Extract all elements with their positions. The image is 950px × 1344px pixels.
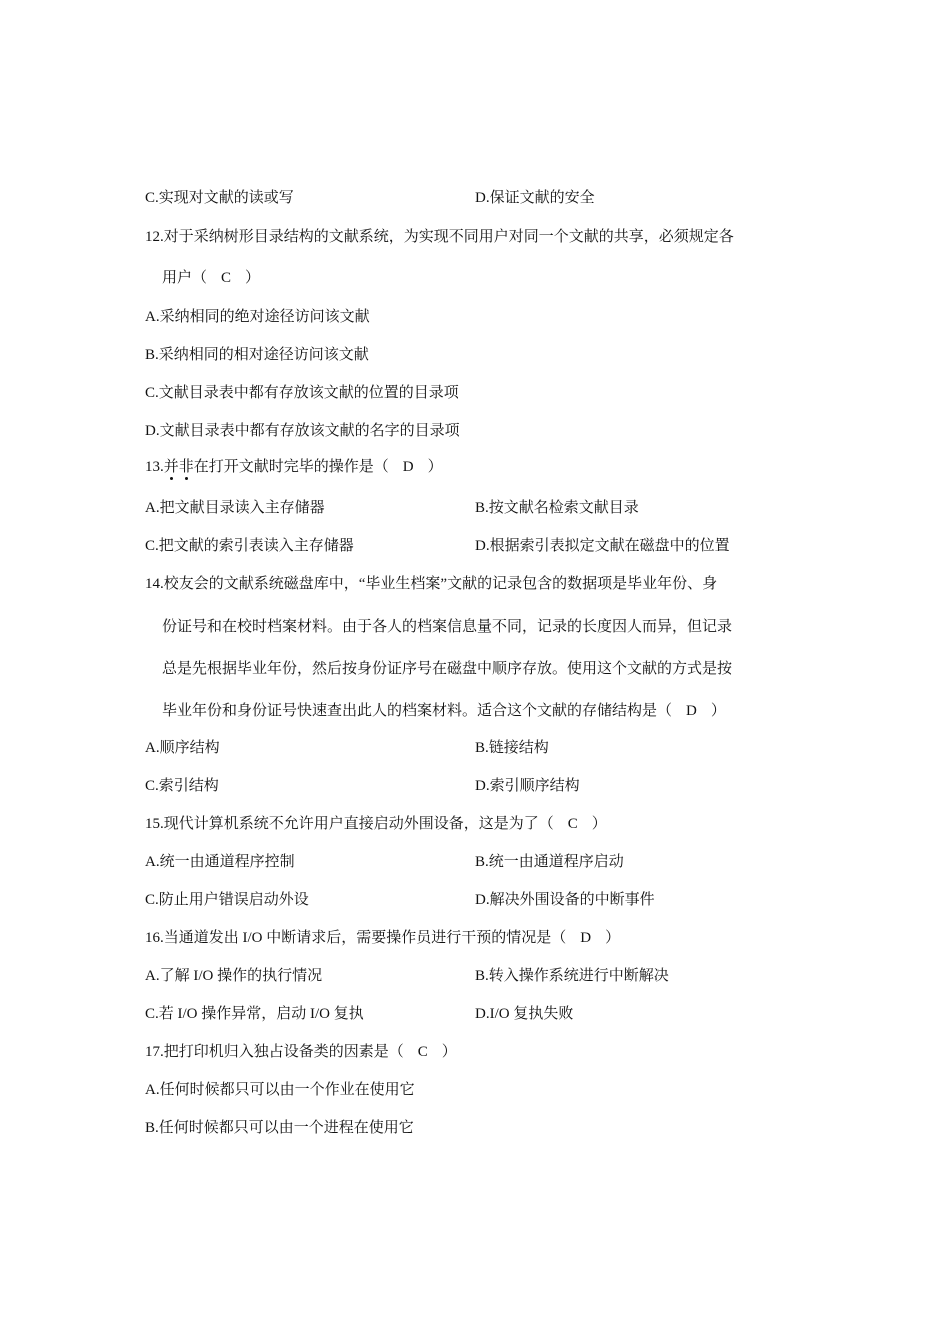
q17-stem — [145, 1042, 457, 1062]
q13-answer: D — [402, 459, 414, 475]
q12-stem-line2 — [162, 268, 260, 288]
q12-option-b: B.采纳相同的相对途径访问该文献 — [145, 347, 369, 363]
q15-answer: C — [567, 816, 578, 832]
q16-option-d: D.I/O 复执失败 — [475, 1006, 574, 1022]
q17-option-a: A.任何时候都只可以由一个作业在使用它 — [145, 1082, 415, 1098]
q12-option-a: A.采纳相同的绝对途径访问该文献 — [145, 309, 370, 325]
q13-number: 13. — [145, 459, 164, 475]
q16-answer: D — [580, 930, 592, 946]
q12-stem-line1: 12.对于采纳树形目录结构的文献系统，为实现不同用户对同一个文献的共享，必须规定各 — [145, 229, 734, 245]
q14-stem-prefix: 毕业年份和身份证号快速查出此人的档案材料。适合这个文献的存储结构是（ — [162, 703, 673, 719]
q16-stem — [145, 928, 620, 948]
q12-answer: C — [221, 270, 232, 286]
q14-stem-line1: 14.校友会的文献系统磁盘库中，“毕业生档案”文献的记录包含的数据项是毕业年份、身 — [145, 576, 718, 592]
q17-close: ） — [441, 1044, 457, 1060]
q15-option-d: D.解决外围设备的中断事件 — [475, 892, 655, 908]
q14-option-d: D.索引顺序结构 — [475, 778, 580, 794]
q15-stem — [145, 814, 607, 834]
q15-close: ） — [591, 816, 607, 832]
q16-option-c: C.若 I/O 操作异常，启动 I/O 复执 — [145, 1006, 364, 1022]
q17-answer: C — [417, 1044, 428, 1060]
q13-emphasis-char-2: 非 — [178, 459, 194, 475]
q13-option-d: D.根据索引表拟定文献在磁盘中的位置 — [475, 538, 730, 554]
q17-option-b: B.任何时候都只可以由一个进程在使用它 — [145, 1120, 414, 1136]
q11-option-c: C.实现对文献的读或写 — [145, 190, 294, 206]
q14-close: ） — [710, 703, 726, 719]
q15-option-b: B.统一由通道程序启动 — [475, 854, 624, 870]
q14-stem-line4 — [162, 701, 726, 721]
q15-option-c: C.防止用户错误启动外设 — [145, 892, 309, 908]
q11-option-d: D.保证文献的安全 — [475, 190, 595, 206]
q13-option-a: A.把文献目录读入主存储器 — [145, 500, 325, 516]
q16-close: ） — [605, 930, 621, 946]
q13-close: ） — [427, 459, 443, 475]
q15-stem-prefix: 15.现代计算机系统不允许用户直接启动外围设备，这是为了（ — [145, 816, 554, 832]
q14-stem-line2: 份证号和在校时档案材料。由于各人的档案信息量不同，记录的长度因人而异，但记录 — [162, 619, 733, 635]
q16-option-a: A.了解 I/O 操作的执行情况 — [145, 968, 323, 984]
q13-stem-rest: 在打开文献时完毕的操作是（ — [193, 459, 389, 475]
q13-option-c: C.把文献的索引表读入主存储器 — [145, 538, 354, 554]
q12-option-d: D.文献目录表中都有存放该文献的名字的目录项 — [145, 423, 460, 439]
q16-option-b: B.转入操作系统进行中断解决 — [475, 968, 669, 984]
q15-option-a: A.统一由通道程序控制 — [145, 854, 295, 870]
q13-emphasis-char-1: 并 — [163, 459, 179, 475]
q14-answer: D — [686, 703, 697, 719]
q12-option-c: C.文献目录表中都有存放该文献的位置的目录项 — [145, 385, 459, 401]
q14-option-a: A.顺序结构 — [145, 740, 220, 756]
q17-stem-prefix: 17.把打印机归入独占设备类的因素是（ — [145, 1044, 404, 1060]
q14-option-b: B.链接结构 — [475, 740, 549, 756]
q12-stem-prefix: 用户（ — [162, 270, 208, 286]
q14-option-c: C.索引结构 — [145, 778, 219, 794]
q16-stem-prefix: 16.当通道发出 I/O 中断请求后，需要操作员进行干预的情况是（ — [145, 930, 567, 946]
q14-stem-line3: 总是先根据毕业年份，然后按身份证序号在磁盘中顺序存放。使用这个文献的方式是按 — [162, 661, 733, 677]
q13-option-b: B.按文献名检索文献目录 — [475, 500, 639, 516]
q13-stem — [145, 457, 443, 477]
q12-close: ） — [245, 270, 261, 286]
